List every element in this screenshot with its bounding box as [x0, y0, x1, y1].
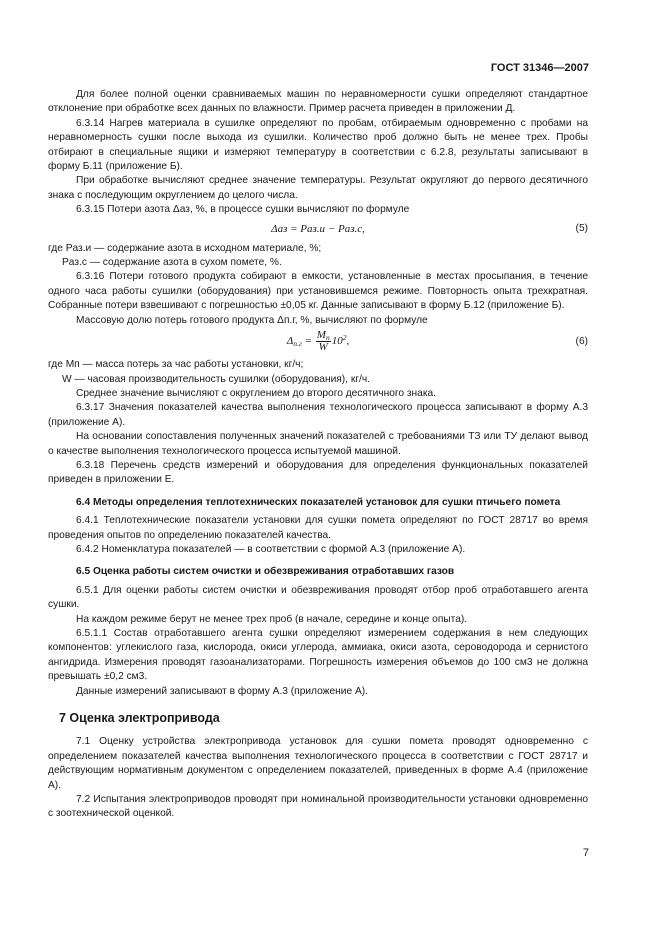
paragraph: 7.2 Испытания электроприводов проводят при номинальной производительности установки одновременно с зоотехнической оценкой.	[48, 794, 588, 820]
page-content	[48, 88, 588, 822]
paragraph: Среднее значение вычисляют с округлением до второго десятичного знака.	[76, 387, 437, 399]
paragraph: На основании сопоставления полученных значений показателей с требованиями ТЗ или ТУ делают вывод о качестве выполнения технологического процесса испытуемой машиной.	[48, 431, 588, 457]
chapter-heading-7: 7 Оценка электропривода	[59, 711, 220, 726]
paragraph: 6.5.1 Для оценки работы систем очистки и обезвреживания проводят отбор проб отработавшего агента сушки.	[48, 584, 588, 611]
formula-legend: W — часовая производительность сушилки (оборудования), кг/ч.	[62, 373, 370, 385]
formula-6-number: (6)	[575, 336, 588, 348]
section-heading-6-4: 6.4 Методы определения теплотехнических показателей установок для сушки птичьего помета	[76, 496, 561, 508]
paragraph: 6.3.16 Потери готового продукта собирают в емкости, установленные в местах просыпания, в течение одного часа работы сушилки (оборудования) при установившемся режиме. Повторность опыта трехкратная. Собранные потери взвешивают с погрешностью ±0,05 кг. Данные записывают в форму Б.12 (приложение Б).	[48, 271, 588, 312]
paragraph: Данные измерений записывают в форму А.3 (приложение А).	[76, 685, 368, 697]
formula-5	[48, 218, 588, 242]
formula-legend: где Pаз.и — содержание азота в исходном материале, %;	[48, 242, 322, 254]
paragraph: 6.3.17 Значения показателей качества выполнения технологического процесса записывают в форму А.3 (приложение А).	[48, 402, 588, 428]
paragraph: 6.3.18 Перечень средств измерений и оборудования для определения функциональных показателей приведен в приложении Е.	[48, 459, 588, 486]
document-id: ГОСТ 31346—2007	[490, 62, 589, 74]
paragraph: 6.4.2 Номенклатура показателей — в соответствии с формой А.3 (приложение А).	[76, 543, 466, 555]
paragraph: Для более полной оценки сравниваемых машин по неравномерности сушки определяют стандартное отклонение при обработке всех данных по влажности. Пример расчета приведен в приложении Д.	[48, 89, 588, 115]
paragraph: 6.5.1.1 Состав отработавшего агента сушки определяют измерением содержания в нем следующих компонентов: углекислого газа, кислорода, окиси углерода, аммиака, окиси азота, сероводорода и сернистого ангидрида. Измерения проводят газоанализаторами. Погрешность измерения объемов до 100 см3 не должна превышать ±0,2 см3.	[48, 628, 588, 683]
page-number: 7	[582, 847, 589, 859]
paragraph: Массовую долю потерь готового продукта Δп.г, %, вычисляют по формуле	[76, 314, 428, 326]
formula-5-number: (5)	[575, 222, 588, 234]
paragraph: На каждом режиме берут не менее трех проб (в начале, середине и конце опыта).	[76, 613, 468, 625]
paragraph: 6.3.14 Нагрев материала в сушилке определяют по пробам, отбираемым одновременно с пробами на неравномерность сушки после выхода из сушилки. Количество проб должно быть не менее трех. Пробы отбирают в специальные ящики и измеряют температуру в соответствии с 6.2.8, результаты записывают в форму Б.11 (приложение Б).	[48, 117, 588, 173]
paragraph: 6.4.1 Теплотехнические показатели установки для сушки помета определяют по ГОСТ 28717 во время проведения опытов по определению показателей качества.	[48, 515, 588, 541]
paragraph: При обработке вычисляют среднее значение температуры. Результат округляют до первого десятичного знака с последующим округлением до целого числа.	[48, 175, 588, 201]
formula-6-expression: $\Delta_{п.г}$ = $\frac{M_п}{W}$ $10^2$,	[286, 329, 350, 354]
paragraph: 7.1 Оценку устройства электропривода установок для сушки помета проводят одновременно с определением показателей качества выполнения технологического процесса в соответствии с ГОСТ 28717 и действующим нормативным документом с определением показателей, приведенных в форме А.4 (приложение А).	[48, 736, 588, 791]
paragraph: 6.3.15 Потери азота Δаз, %, в процессе сушки вычисляют по формуле	[76, 204, 410, 216]
formula-legend: где Mп — масса потерь за час работы установки, кг/ч;	[48, 359, 304, 371]
formula-6	[48, 328, 588, 358]
section-heading-6-5: 6.5 Оценка работы систем очистки и обезвреживания отработавших газов	[76, 566, 455, 578]
formula-5-expression: Δаз = Pаз.и − Pаз.с,	[271, 222, 365, 235]
formula-legend: Pаз.с — содержание азота в сухом помете, %.	[62, 257, 282, 269]
